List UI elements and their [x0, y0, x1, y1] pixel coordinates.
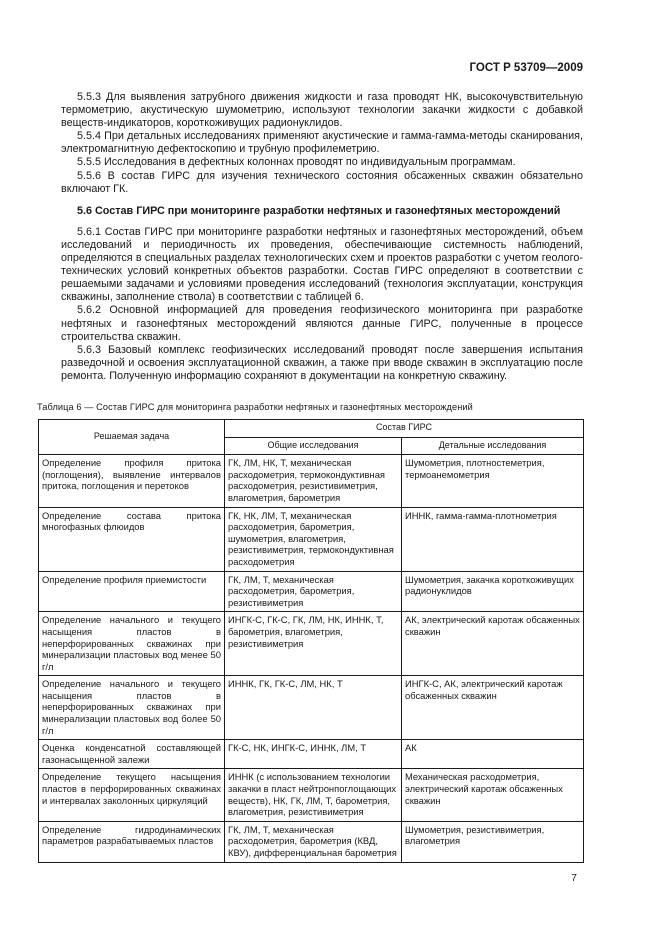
table-row — [39, 455, 584, 507]
document-number: ГОСТ Р 53709—2009 — [469, 62, 583, 74]
task-cell: Определение профиля приемистости — [39, 571, 225, 612]
table-row — [39, 769, 584, 821]
table-row — [39, 676, 584, 740]
general-cell: ГК-С, НК, ИНГК-С, ИННК, ЛМ, Т — [225, 740, 402, 769]
table-row — [39, 821, 584, 862]
detailed-cell: ИНГК-С, АК, электрический каротаж обсаженных скважин — [402, 676, 584, 740]
general-cell: ГК, ЛМ, Т, механическая расходометрия, барометрия, резистивиметрия — [225, 571, 402, 612]
general-cell: ИННК, ГК, ГК-С, ЛМ, НК, Т — [225, 676, 402, 740]
header-general-studies: Общие исследования — [225, 437, 402, 455]
detailed-cell: Шумометрия, закачка короткоживущих радионуклидов — [402, 571, 584, 612]
general-cell: ГК, ЛМ, Т, механическая расходометрия, барометрия (КВД, КВУ), дифференциальная барометрия — [225, 821, 402, 862]
paragraph-5-5-6: 5.5.6 В состав ГИРС для изучения технического состояния обсаженных скважин обязательно включают ГК. — [61, 169, 583, 195]
detailed-cell: Шумометрия, резистивиметрия, влагометрия — [402, 821, 584, 862]
header-detailed-studies: Детальные исследования — [402, 437, 584, 455]
paragraph-5-5-5: 5.5.5 Исследования в дефектных колоннах проводят по индивидуальным программам. — [77, 156, 516, 169]
detailed-cell: ИННК, гамма-гамма-плотнометрия — [402, 507, 584, 571]
detailed-cell: АК, электрический каротаж обсаженных скважин — [402, 612, 584, 676]
detailed-cell: Шумометрия, плотностеметрия, термоанемометрия — [402, 455, 584, 507]
header-task: Решаемая задача — [39, 420, 225, 455]
paragraph-5-6-3: 5.6.3 Базовый комплекс геофизических исследований проводят после завершения испытания разведочной и освоения эксплуатационной скважин, а также при вводе скважин в эксплуатацию после ремонта. Полученную информацию сохраняют в документации на конкретную скважину. — [61, 343, 583, 382]
table-caption: Таблица 6 — Состав ГИРС для мониторинга разработки нефтяных и газонефтяных месторождений — [37, 402, 473, 412]
task-cell: Определение состава притока многофазных флюидов — [39, 507, 225, 571]
detailed-cell: АК — [402, 740, 584, 769]
paragraph-5-5-3: 5.5.3 Для выявления затрубного движения жидкости и газа проводят НК, высокочувствительную термометрию, акустическую шумометрию, используют технологии закачки жидкости с добавкой веществ-индикаторов, короткоживущих радионуклидов. — [61, 91, 583, 130]
task-cell: Оценка конденсатной составляющей газонасыщенной залежи — [39, 740, 225, 769]
gis-table — [38, 419, 584, 863]
table-row — [39, 571, 584, 612]
task-cell: Определение начального и текущего насыщения пластов в неперфорированных скважинах при минерализации пластовых вод более 50 г/л — [39, 676, 225, 740]
detailed-cell: Механическая расходометрия, электрический каротаж обсаженных скважин — [402, 769, 584, 821]
task-cell: Определение гидродинамических параметров разрабатываемых пластов — [39, 821, 225, 862]
general-cell: ИННК (с использованием технологии закачки в пласт нейтронпоглощающих веществ), НК, ГК, ЛМ, Т, барометрия, влагометрия, резистивиметрия — [225, 769, 402, 821]
paragraph-5-5-4: 5.5.4 При детальных исследованиях применяют акустические и гамма-гамма-методы сканирования, электромагнитную дефектоскопию и трубную профилеметрию. — [61, 130, 583, 156]
table-header-row — [39, 420, 584, 438]
body-text — [61, 91, 583, 383]
page-number: 7 — [571, 872, 577, 884]
task-cell: Определение начального и текущего насыщения пластов в неперфорированных скважинах при минерализации пластовых вод менее 50 г/л — [39, 612, 225, 676]
table-row — [39, 740, 584, 769]
table-row — [39, 612, 584, 676]
general-cell: ГК, ЛМ, НК, Т, механическая расходометрия, термокондуктивная расходометрия, резистивиметрия, влагометрия, барометрия — [225, 455, 402, 507]
paragraph-5-6-2: 5.6.2 Основной информацией для проведения геофизического мониторинга при разработке нефтяных и газонефтяных месторождений являются данные ГИРС, полученные в процессе строительства скважин. — [61, 304, 583, 343]
table-row — [39, 507, 584, 571]
task-cell: Определение профиля притока (поглощения), выявление интервалов притока, поглощения и перетоков — [39, 455, 225, 507]
general-cell: ИНГК-С, ГК-С, ГК, ЛМ, НК, ИННК, Т, барометрия, влагометрия, резистивиметрия — [225, 612, 402, 676]
task-cell: Определение текущего насыщения пластов в перфорированных скважинах и интервалах заколонных циркуляций — [39, 769, 225, 821]
section-heading-5-6: 5.6 Состав ГИРС при мониторинге разработки нефтяных и газонефтяных месторождений — [77, 204, 561, 217]
header-gis-composition: Состав ГИРС — [225, 420, 584, 438]
general-cell: ГК, НК, ЛМ, Т, механическая расходометрия, барометрия, шумометрия, влагометрия, резистивиметрия, термокондуктивная расходометрия — [225, 507, 402, 571]
paragraph-5-6-1: 5.6.1 Состав ГИРС при мониторинге разработки нефтяных и газонефтяных месторождений, объем исследований и периодичность их проведения, обеспечивающие системность наблюдений, определяются в специальных разделах технологических схем и проектов разработки с учетом геолого-технических условий конкретных объектов разработки. Состав ГИРС определяют в соответствии с решаемыми задачами и условиями проведения исследований (технология эксплуатации, конструкция скважины, заполнение ствола) в соответствии с таблицей 6. — [61, 225, 583, 304]
